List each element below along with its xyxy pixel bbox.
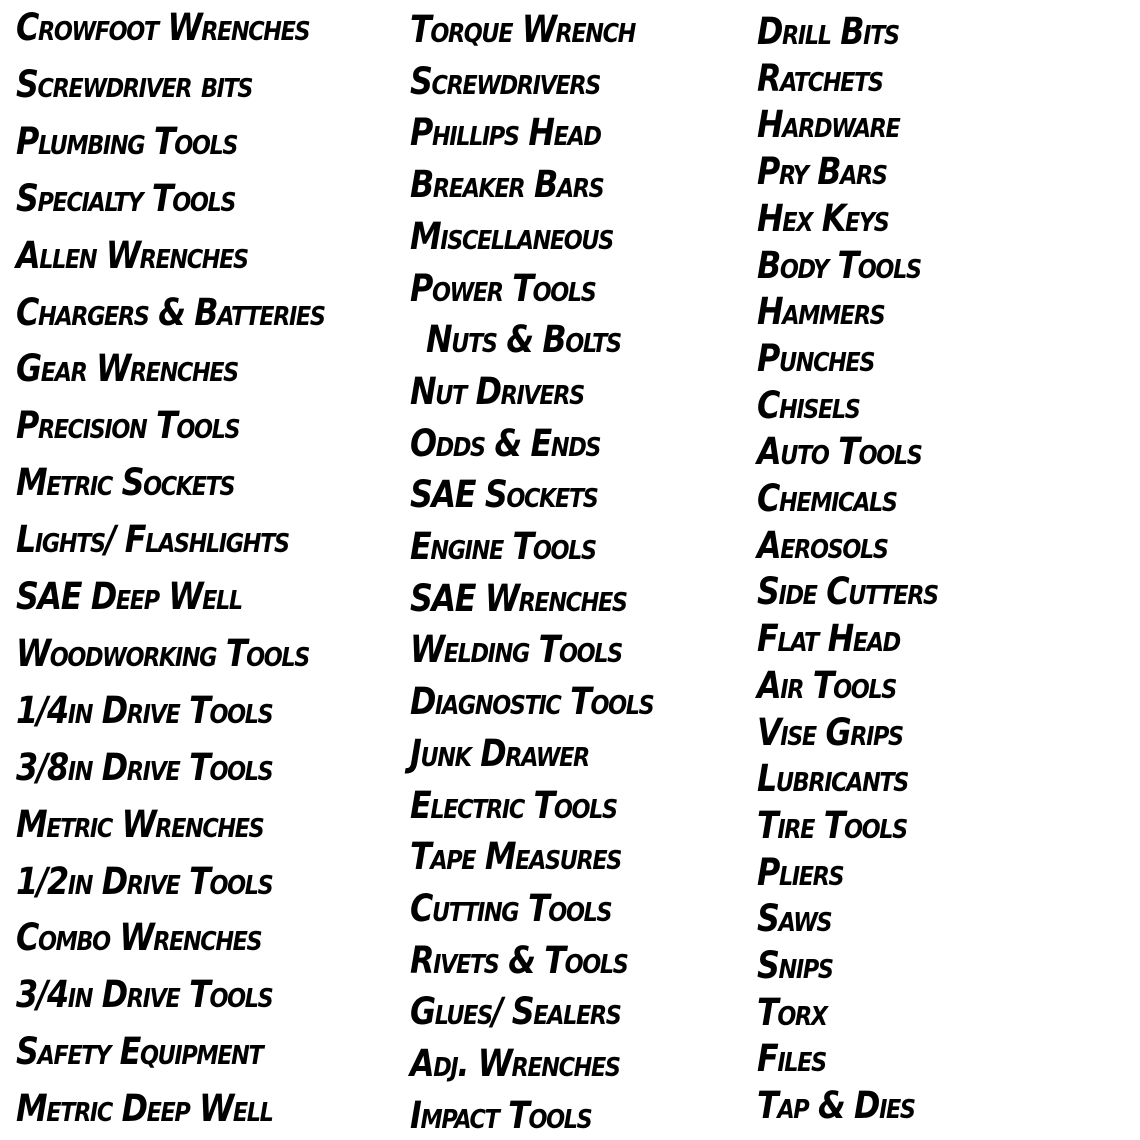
tool-label: Hardware (757, 103, 900, 147)
tool-label: Aerosols (757, 523, 888, 567)
tool-label: Glues/ Sealers (410, 990, 621, 1034)
tool-label: Saws (757, 897, 832, 941)
tool-label: Drill Bits (757, 10, 899, 53)
tool-label: Snips (757, 944, 833, 987)
tool-label: Miscellaneous (410, 214, 613, 258)
tool-label: Pry Bars (757, 150, 887, 194)
tool-label: Tire Tools (757, 803, 907, 847)
tool-label: Torx (757, 990, 827, 1034)
tool-label: Lubricants (757, 757, 909, 801)
tool-label: Pliers (757, 850, 844, 894)
tool-label: Ratchets (757, 56, 883, 100)
tool-label: Welding Tools (410, 628, 622, 672)
tool-label: Woodworking Tools (16, 631, 310, 675)
tool-label: Hex Keys (757, 196, 889, 240)
tool-label: SAE Deep Well (16, 575, 242, 618)
tool-label: Breaker Bars (410, 163, 604, 207)
tool-label: Safety Equipment (16, 1030, 263, 1074)
tool-label: Gear Wrenches (16, 347, 238, 391)
tool-label: Screwdrivers (410, 59, 600, 103)
tool-label: Impact Tools (410, 1093, 592, 1137)
tool-label: Tap & Dies (757, 1084, 915, 1128)
tool-label: Tape Measures (410, 835, 621, 879)
tool-label: Crowfoot Wrenches (16, 6, 310, 49)
tool-label: Adj. Wrenches (410, 1042, 620, 1085)
tool-label: Punches (757, 336, 875, 380)
tool-label: Screwdriver bits (16, 62, 253, 106)
tool-label: Junk Drawer (410, 731, 589, 775)
tool-label: 1/4in Drive Tools (16, 688, 273, 732)
tool-label: Rivets & Tools (410, 938, 628, 982)
tool-label: Electric Tools (410, 783, 617, 827)
tool-label: SAE Wrenches (410, 576, 627, 620)
tool-label: Torque Wrench (410, 8, 635, 51)
tool-label: Flat Head (757, 617, 900, 661)
tool-label: Hammers (757, 290, 885, 334)
tool-label: Precision Tools (16, 404, 240, 448)
tool-label: Chemicals (757, 477, 897, 520)
tool-label: Chargers & Batteries (16, 290, 325, 334)
tool-label: Specialty Tools (16, 176, 236, 220)
tool-label: Metric Sockets (16, 461, 235, 505)
tool-label: Files (757, 1037, 826, 1081)
tool-label: Side Cutters (757, 570, 938, 614)
tool-label: Vise Grips (757, 710, 903, 754)
tool-label: Allen Wrenches (16, 233, 248, 277)
tool-label: Nut Drivers (410, 369, 584, 413)
tool-label: Plumbing Tools (16, 119, 238, 163)
tool-label: SAE Sockets (410, 473, 598, 517)
tool-label: Engine Tools (410, 525, 596, 568)
tool-label: Odds & Ends (410, 421, 601, 465)
tool-label: Phillips Head (410, 111, 601, 155)
tool-label: Chisels (757, 383, 860, 427)
tool-label: Combo Wrenches (16, 916, 262, 960)
tool-label: Metric Deep Well (16, 1087, 273, 1131)
tool-label: Cutting Tools (410, 886, 612, 930)
tool-label: Diagnostic Tools (410, 680, 654, 724)
tool-label: Auto Tools (757, 430, 922, 474)
tool-label: Metric Wrenches (16, 802, 264, 846)
tool-label: Nuts & Bolts (426, 318, 621, 362)
tool-label: Air Tools (757, 663, 896, 707)
tool-label: Lights/ Flashlights (16, 518, 289, 562)
tool-label: 3/4in Drive Tools (16, 973, 273, 1017)
tool-label: 3/8in Drive Tools (16, 745, 273, 789)
tool-label: 1/2in Drive Tools (16, 859, 273, 903)
tool-label: Body Tools (757, 243, 921, 287)
tool-label: Power Tools (410, 266, 596, 310)
